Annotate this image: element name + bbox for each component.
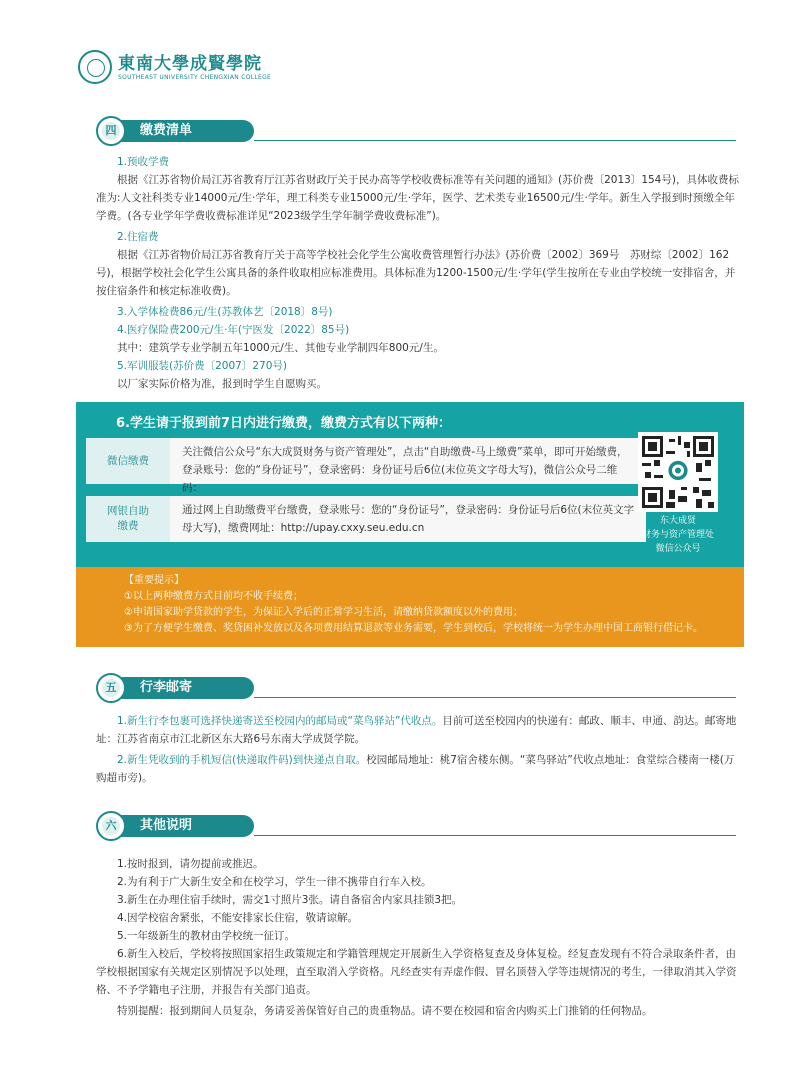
wechat-payment-row	[86, 438, 646, 494]
section-5-header	[96, 673, 736, 705]
note-item-5: 5.一年级新生的教材由学校统一征订。	[117, 930, 296, 942]
section-divider	[254, 140, 736, 141]
section-divider	[254, 835, 736, 836]
fee-item-4-text: 其中：建筑学专业学制五年1000元/生、其他专业学制四年800元/生。	[117, 342, 444, 354]
section-5-title: 行李邮寄	[114, 677, 254, 699]
fee-item-5-heading: 5.军训服装(苏价费〔2007〕270号)	[117, 360, 287, 372]
online-bank-payment-row	[86, 496, 646, 542]
shipping-item-1: 1.新生行李包裹可选择快递寄送至校园内的邮局或“菜鸟驿站”代收点。目前可送至校园内的快递有：邮政、顺丰、申通、韵达。邮寄地址：江苏省南京市江北新区东大路6号东南大学成贤学院。	[96, 715, 737, 745]
section-4-number-badge: 四	[96, 116, 126, 146]
section-5-number-badge: 五	[96, 673, 126, 703]
college-seal-icon	[78, 50, 112, 84]
online-bank-payment-label: 网银自助缴费	[86, 496, 170, 542]
fee-item-2-heading: 2.住宿费	[117, 231, 159, 243]
note-item-1: 1.按时报到，请勿提前或推迟。	[117, 858, 264, 870]
section-6-header	[96, 811, 736, 843]
fee-item-1-heading: 1.预收学费	[117, 156, 170, 168]
notice-item-1: ①以上两种缴费方式目前均不收手续费；	[124, 591, 303, 602]
notice-item-2: ②申请国家助学贷款的学生，为保证入学后的正常学习生活，请缴纳贷款额度以外的费用；	[124, 607, 523, 618]
important-notice-panel	[76, 567, 744, 647]
section-divider	[254, 697, 736, 698]
section-6-number-badge: 六	[96, 811, 126, 841]
payment-methods-title: 6.学生请于报到前7日内进行缴费，缴费方式有以下两种：	[116, 416, 452, 431]
note-item-2: 2.为有利于广大新生安全和在校学习，学生一律不携带自行车入校。	[117, 876, 432, 888]
fee-item-1-text: 根据《江苏省物价局江苏省教育厅江苏省财政厅关于民办高等学校收费标准等有关问题的通知》(苏价费〔2013〕154号)，具体收费标准为:人文社科类专业14000元/生·学年，理工科类专业15000元/生·学年，医学、艺术类专业16500元/生·学年。新生入学报到时预缴全年学费。(各专业学年学费收费标准详见“2023级学生学年制学费收费标准”)。	[96, 174, 739, 222]
logo-english-name: SOUTHEAST UNIVERSITY CHENGXIAN COLLEGE	[118, 73, 272, 81]
notice-item-3: ③为了方便学生缴费、奖贷困补发放以及各项费用结算退款等业务需要，学生到校后，学校将统一为学生办理中国工商银行借记卡。	[124, 623, 703, 634]
section-4-title: 缴费清单	[114, 120, 254, 142]
online-bank-payment-text: 通过网上自助缴费平台缴费，登录账号：您的“身份证号”，登录密码：身份证号后6位(末位英文字母大写)，缴费网址：http://upay.cxxy.seu.edu.cn	[182, 504, 635, 534]
notice-title: 【重要提示】	[124, 575, 184, 586]
fee-item-4-heading: 4.医疗保险费200元/生·年(宁医发〔2022〕85号)	[117, 324, 350, 336]
college-logo	[78, 50, 271, 84]
fee-item-2-text: 根据《江苏省物价局江苏省教育厅关于高等学校社会化学生公寓收费管理暂行办法》(苏价费〔2002〕369号 苏财综〔2002〕162号)，根据学校社会化学生公寓具备的条件收取相应标准费用。具体标准为1200-1500元/生·学年(学生按所在专业由学校统一安排宿舍，并按住宿条件和核定标准收费)。	[96, 249, 736, 297]
payment-methods-panel	[76, 402, 744, 567]
section-6-title: 其他说明	[114, 815, 254, 837]
wechat-payment-text: 关注微信公众号“东大成贤财务与资产管理处”，点击“自助缴费-马上缴费”菜单，即可开始缴费，登录账号：您的“身份证号”，登录密码：身份证号后6位(末位英文字母大写)，微信公众号二维码：	[182, 446, 628, 494]
note-item-6: 6.新生入校后，学校将按照国家招生政策规定和学籍管理规定开展新生入学资格复查及身体复检。经复查发现有不符合录取条件者，由学校根据国家有关规定区别情况予以处理，直至取消入学资格。凡经查实有弄虚作假、冒名顶替入学等违规情况的考生，一律取消其入学资格、不予学籍电子注册，并报告有关部门追责。	[96, 948, 737, 996]
wechat-qr-code-icon[interactable]	[638, 432, 718, 512]
note-item-3: 3.新生在办理住宿手续时，需交1寸照片3张。请自备宿舍内家具挂锁3把。	[117, 894, 463, 906]
fee-item-5-text: 以厂家实际价格为准，报到时学生自愿购买。	[117, 378, 327, 390]
section-4-header	[96, 116, 736, 148]
wechat-payment-label: 微信缴费	[86, 438, 170, 484]
fee-item-3-heading: 3.入学体检费86元/生(苏教体艺〔2018〕8号)	[117, 306, 333, 318]
shipping-item-2: 2.新生凭收到的手机短信(快递取件码)到快递点自取。校园邮局地址：桃7宿舍楼东侧。“菜鸟驿站”代收点地址：食堂综合楼南一楼(万购超市旁)。	[96, 754, 735, 784]
logo-chinese-name: 東南大學成賢學院	[118, 53, 262, 74]
qr-code-caption: 东大成贤 财务与资产管理处 微信公众号	[641, 516, 714, 554]
note-item-4: 4.因学校宿舍紧张，不能安排家长住宿，敬请谅解。	[117, 912, 359, 924]
special-reminder: 特别提醒：报到期间人员复杂，务请妥善保管好自己的贵重物品。请不要在校园和宿舍内购买上门推销的任何物品。	[117, 1005, 653, 1017]
